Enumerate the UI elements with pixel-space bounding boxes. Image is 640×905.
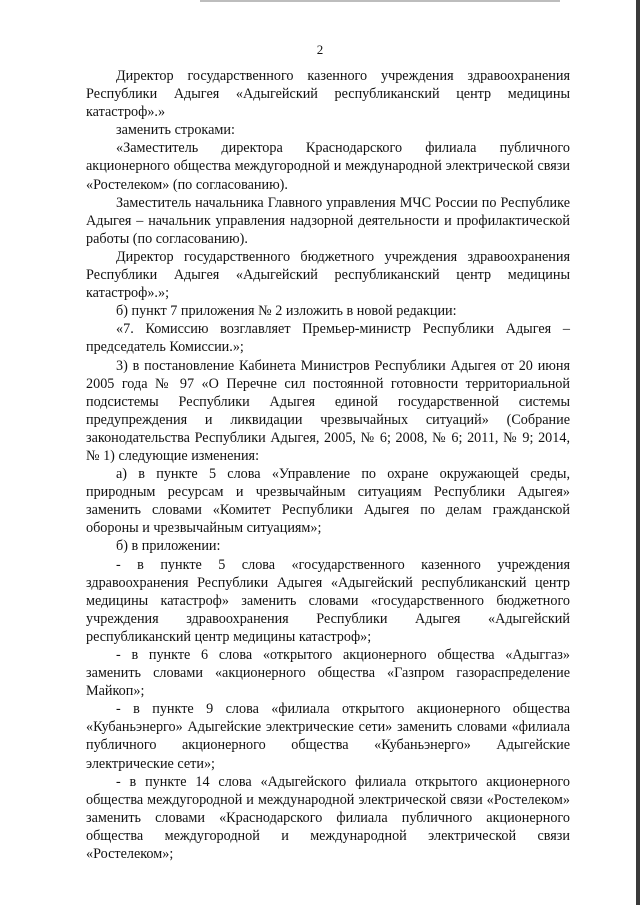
paragraph: - в пункте 6 слова «открытого акционерного общества «Адыггаз» заменить словами «акционерного общества «Газпром газораспределение Майкоп»; xyxy=(86,647,570,700)
paragraph: а) в пункте 5 слова «Управление по охране окружающей среды, природным ресурсам и чрезвычайным ситуациям Республики Адыгея» заменить словами «Комитет Республики Адыгея по делам гражданской обороны и чрезвычайным ситуациям»; xyxy=(86,466,570,537)
paragraph: б) в приложении: xyxy=(116,538,221,555)
page-number: 2 xyxy=(316,42,324,57)
paragraph: «7. Комиссию возглавляет Премьер-министр Республики Адыгея – председатель Комиссии.»; xyxy=(86,321,570,356)
document-body xyxy=(86,67,570,863)
paragraph: «Заместитель директора Краснодарского филиала публичного акционерного общества междугородной и международной электрической связи «Ростелеком» (по согласованию). xyxy=(86,140,570,193)
paragraph: - в пункте 9 слова «филиала открытого акционерного общества «Кубаньэнерго» Адыгейские электрические сети» заменить словами «филиала публичного акционерного общества «Кубаньэнерго» Адыгейские электрические сети»; xyxy=(86,701,570,772)
paragraph: - в пункте 5 слова «государственного казенного учреждения здравоохранения Республики Адыгея «Адыгейский республиканский центр медицины катастроф» заменить словами «государственного бюджетного учреждения здравоохранения Республики Адыгея «Адыгейский республиканский центр медицины катастроф»; xyxy=(86,556,570,645)
paragraph: заменить строками: xyxy=(116,122,235,139)
scan-edge-right xyxy=(636,0,640,905)
paragraph: Директор государственного бюджетного учреждения здравоохранения Республики Адыгея «Адыгейский республиканский центр медицины катастроф».»; xyxy=(86,248,570,302)
paragraph: б) пункт 7 приложения № 2 изложить в новой редакции: xyxy=(116,303,457,320)
paragraph: Заместитель начальника Главного управления МЧС России по Республике Адыгея – начальник управления надзорной деятельности и профилактической работы (по согласованию). xyxy=(86,194,570,247)
paragraph: Директор государственного казенного учреждения здравоохранения Республики Адыгея «Адыгейский республиканский центр медицины катастроф».» xyxy=(86,68,570,121)
paragraph: - в пункте 14 слова «Адыгейского филиала открытого акционерного общества междугородной и международной электрической связи «Ростелеком» заменить словами «Краснодарского филиала публичного акционерного общества междугородной и международной электрической связи «Ростелеком»; xyxy=(86,773,570,863)
paragraph: 3) в постановление Кабинета Министров Республики Адыгея от 20 июня 2005 года № 97 «О Перечне сил постоянной готовности территориальной подсистемы Республики Адыгея единой государственной системы предупреждения и ликвидации чрезвычайных ситуаций» (Собрание законодательства Республики Адыгея, 2005, № 6; 2008, № 6; 2011, № 9; 2014, № 1) следующие изменения: xyxy=(86,357,570,464)
scan-edge-top xyxy=(200,0,560,2)
